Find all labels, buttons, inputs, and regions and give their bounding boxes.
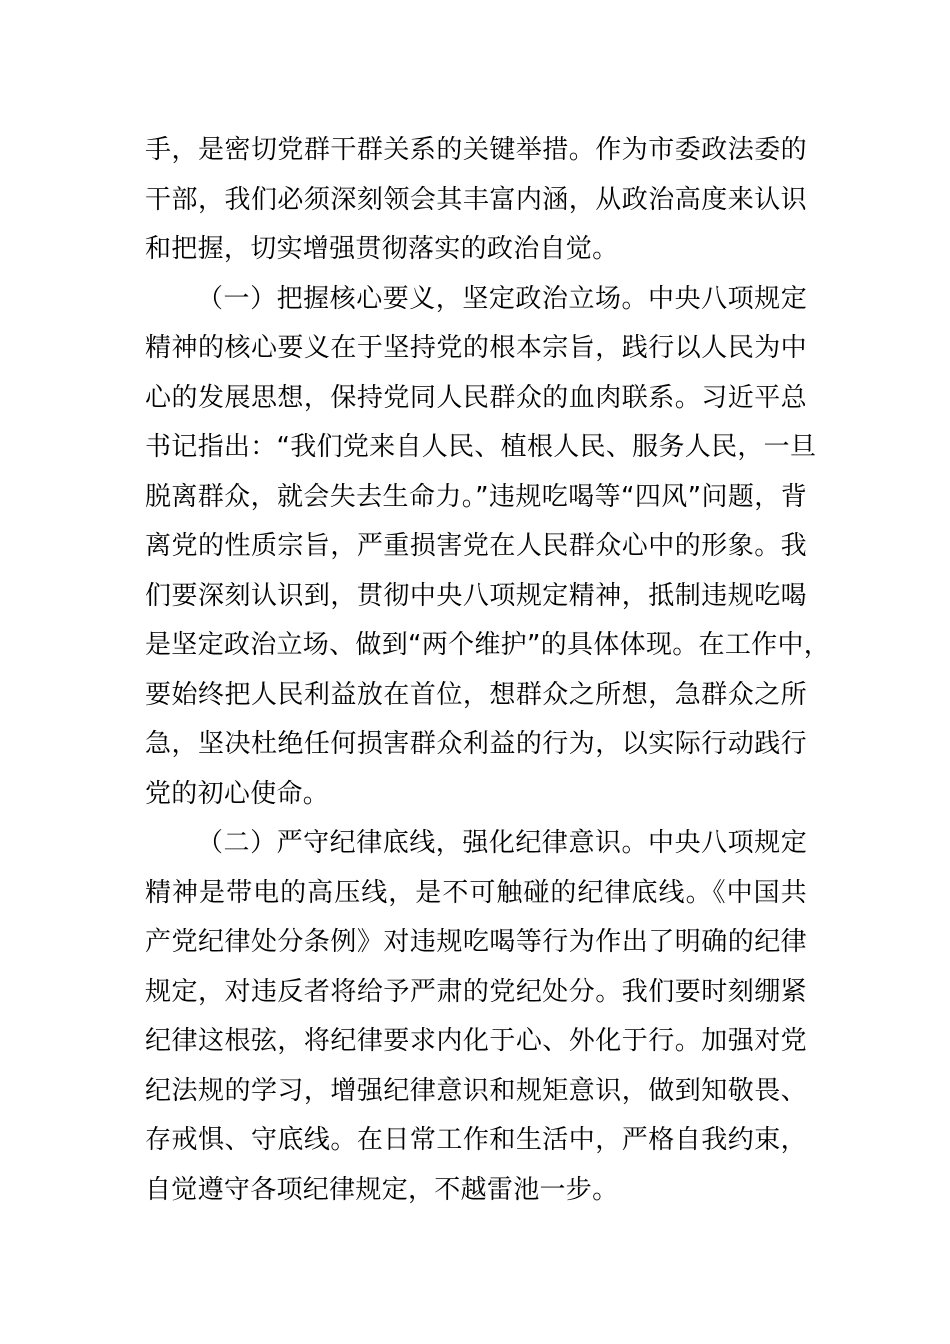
text-line: 自觉遵守各项纪律规定，不越雷池一步。 xyxy=(145,1174,619,1205)
text-line: 存戒惧、守底线。在日常工作和生活中，严格自我约束， xyxy=(145,1125,807,1155)
text-line: 干部，我们必须深刻领会其丰富内涵，从政治高度来认识 xyxy=(145,184,807,215)
document-body xyxy=(145,126,831,1215)
text-line: 精神的核心要义在于坚持党的根本宗旨，践行以人民为中 xyxy=(145,333,807,363)
text-line: 脱离群众，就会失去生命力。”违规吃喝等“四风”问题，背 xyxy=(145,481,807,512)
text-line: 精神是带电的高压线，是不可触碰的纪律底线。《中国共 xyxy=(145,877,807,908)
text-line: 纪法规的学习，增强纪律意识和规矩意识，做到知敬畏、 xyxy=(145,1075,807,1106)
text-line: 规定，对违反者将给予严肃的党纪处分。我们要时刻绷紧 xyxy=(145,976,807,1007)
text-line: 手，是密切党群干群关系的关键举措。作为市委政法委的 xyxy=(145,135,807,165)
text-line: 纪律这根弦，将纪律要求内化于心、外化于行。加强对党 xyxy=(145,1026,807,1056)
section-heading-line: （二）严守纪律底线，强化纪律意识。中央八项规定 xyxy=(197,828,807,858)
text-line: 要始终把人民利益放在首位，想群众之所想，急群众之所 xyxy=(145,679,807,710)
text-line: 和把握，切实增强贯彻落实的政治自觉。 xyxy=(145,234,619,264)
text-line: 是坚定政治立场、做到“两个维护”的具体体现。在工作中， xyxy=(145,630,831,660)
text-line: 书记指出：“我们党来自人民、植根人民、服务人民，一旦 xyxy=(145,432,817,462)
section-heading-line: （一）把握核心要义，坚定政治立场。中央八项规定 xyxy=(197,283,807,314)
text-line: 离党的性质宗旨，严重损害党在人民群众心中的形象。我 xyxy=(145,531,807,561)
text-line: 产党纪律处分条例》对违规吃喝等行为作出了明确的纪律 xyxy=(145,927,807,957)
text-line: 心的发展思想，保持党同人民群众的血肉联系。习近平总 xyxy=(145,382,807,413)
text-line: 党的初心使命。 xyxy=(145,778,330,809)
text-line: 们要深刻认识到，贯彻中央八项规定精神，抵制违规吃喝 xyxy=(145,580,807,611)
text-line: 急，坚决杜绝任何损害群众利益的行为，以实际行动践行 xyxy=(145,729,807,759)
